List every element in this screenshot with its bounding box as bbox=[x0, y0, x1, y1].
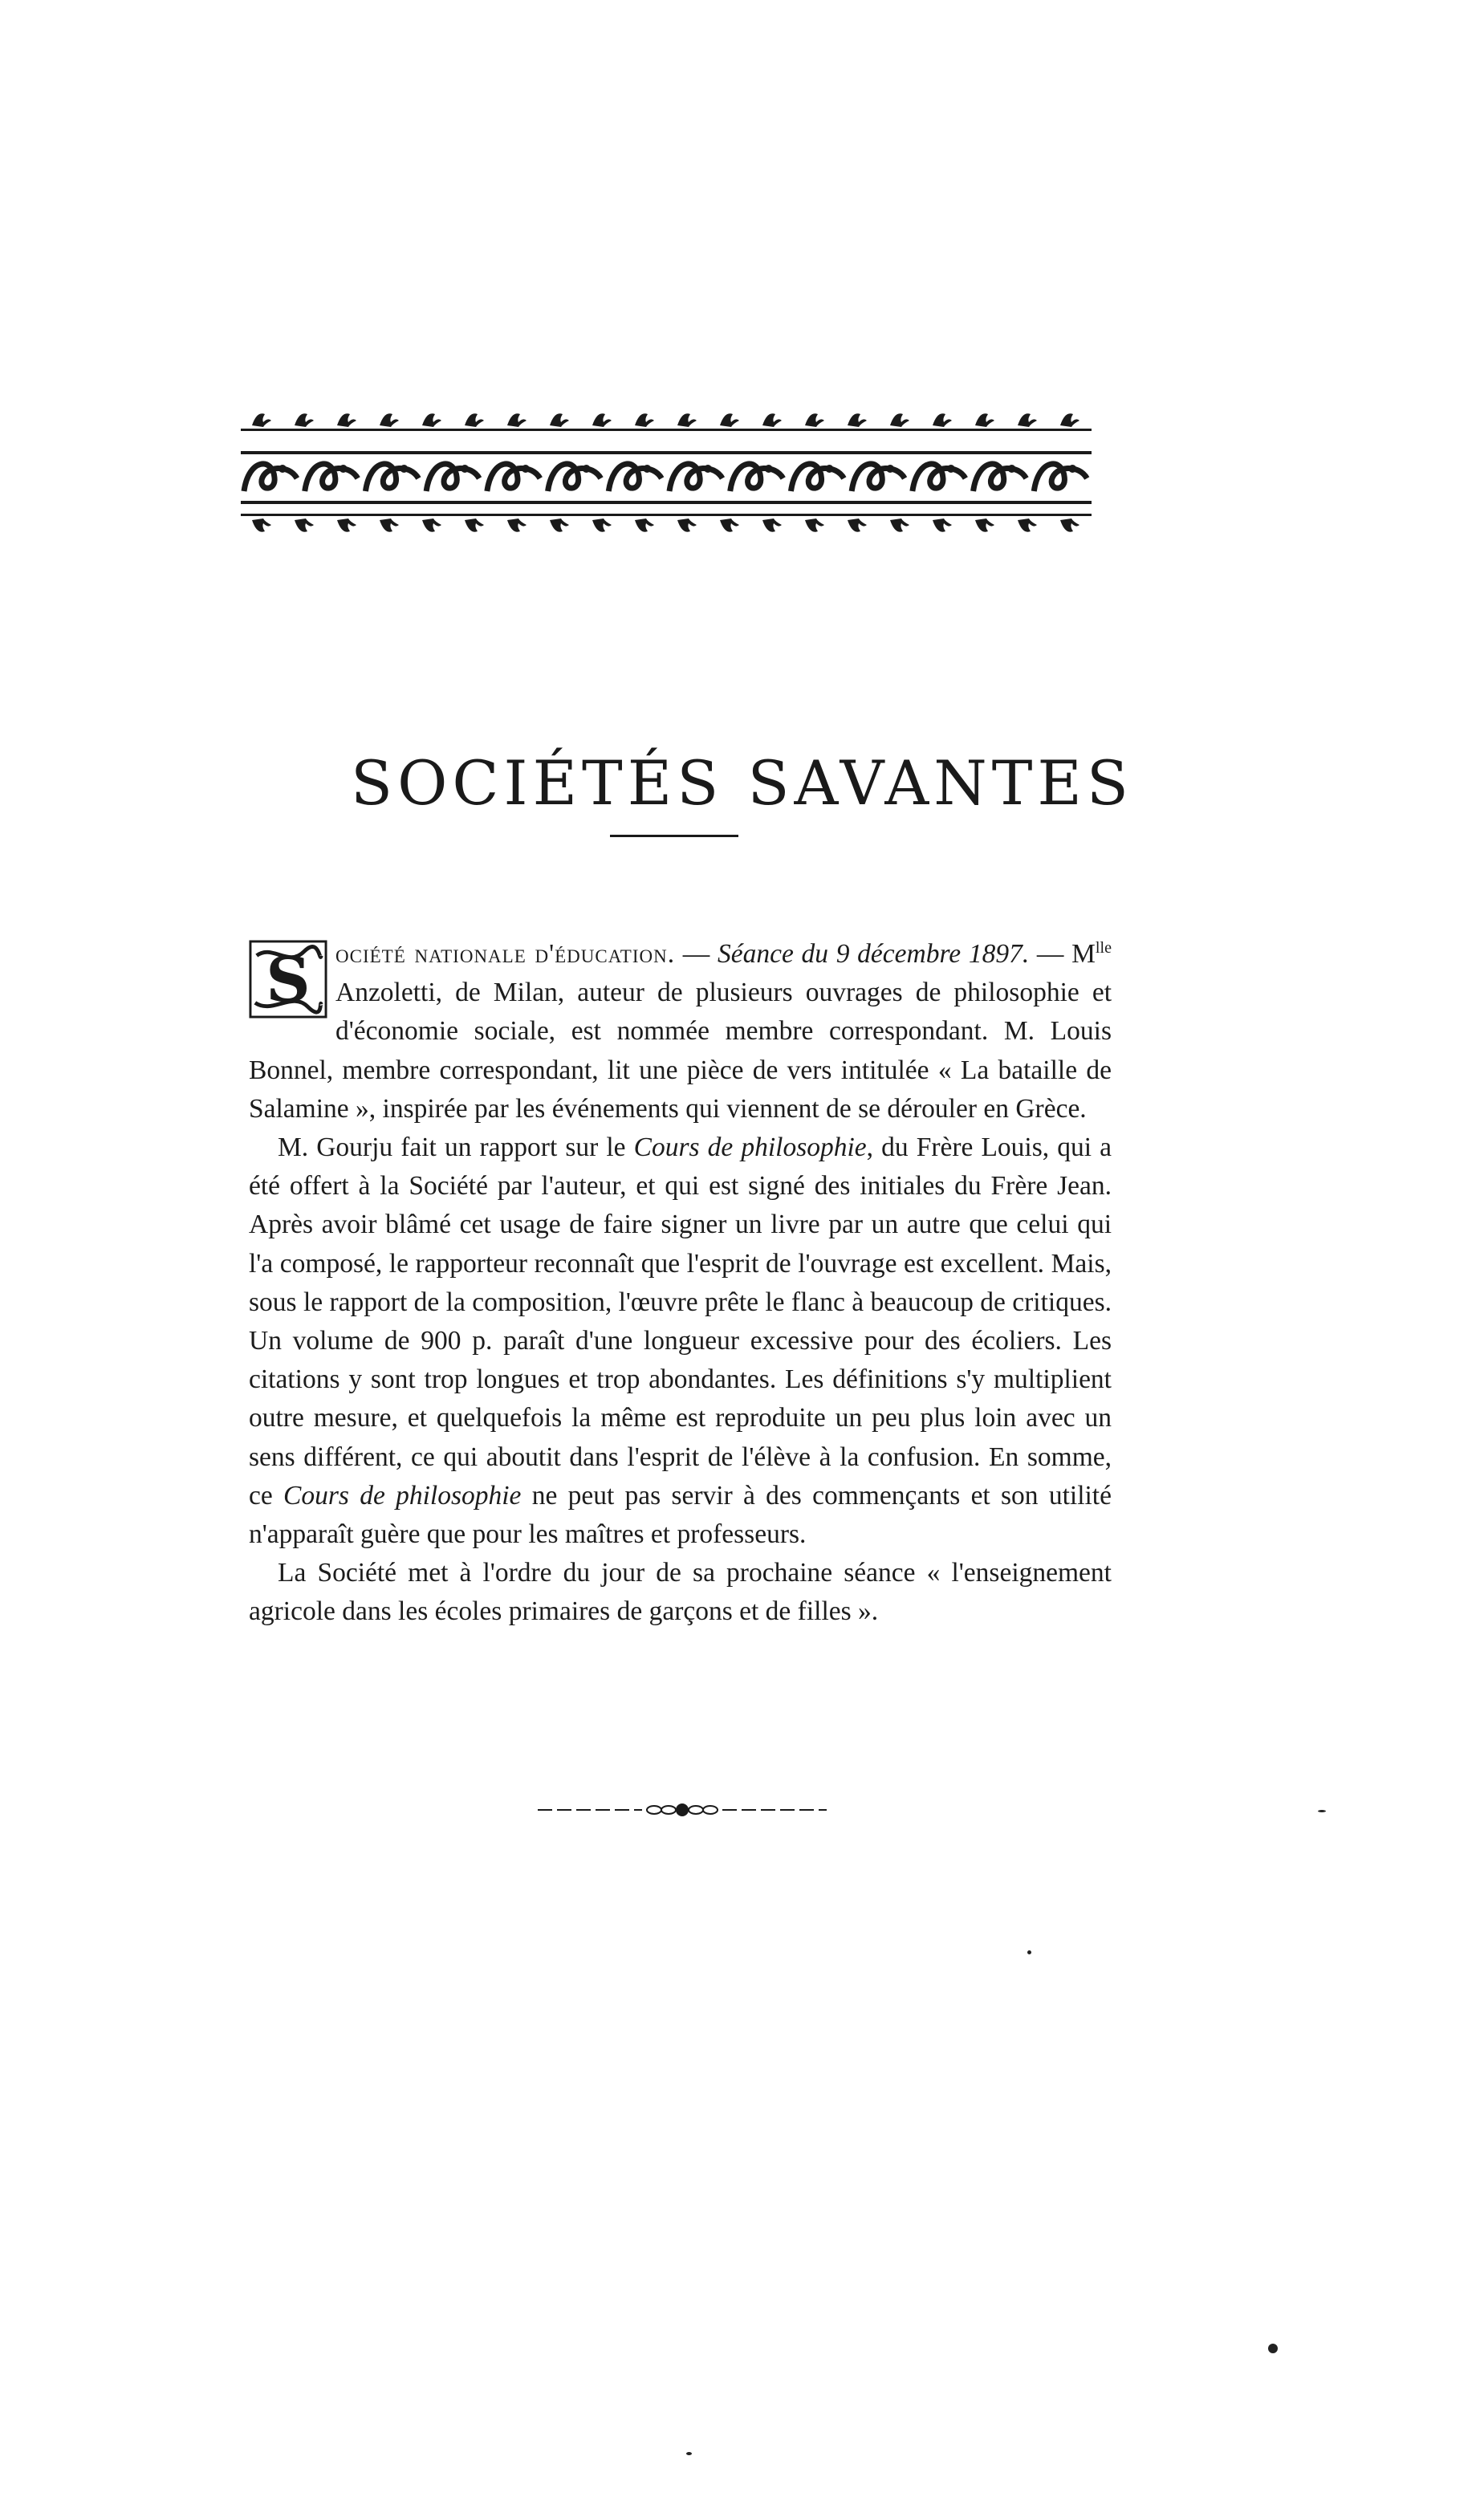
ornament-leaf bbox=[295, 518, 314, 532]
ornament-bead bbox=[886, 465, 894, 473]
ornament-leaf bbox=[1018, 518, 1037, 532]
ornament-leaf bbox=[1060, 413, 1079, 427]
ornament-scroll bbox=[913, 464, 966, 491]
ornament-bead bbox=[583, 465, 591, 473]
ornament-leaf bbox=[975, 518, 994, 532]
ornament-scroll bbox=[608, 464, 661, 491]
ornament-leaf bbox=[677, 518, 697, 532]
ornament-bead bbox=[1008, 465, 1016, 473]
ornament-leaf bbox=[933, 518, 952, 532]
paragraph-3: La Société met à l'ordre du jour de sa prochaine séance « l'enseignement agricole dans les écoles primaires de garçons et de filles ». bbox=[249, 1558, 1112, 1627]
ornament-bead bbox=[279, 465, 287, 473]
ornament-leaf bbox=[380, 518, 399, 532]
session-date: Séance du 9 décembre 1897. bbox=[717, 939, 1030, 969]
ornament-leaf bbox=[422, 518, 441, 532]
ornament-bead bbox=[643, 465, 651, 473]
ornament-leaf bbox=[848, 518, 867, 532]
paragraph-1: S ociété nationale d'éducation. — Séance du 9 décembre 1897. — $M^{lle}$ Anzoletti, de Milan, auteur de plusieurs ouvrages de philosophie et d'économie sociale, est nommée membre correspondant. M. Louis Bonnel, membre correspondant, lit une pièce de vers intitulée « La bataille de Salamine », inspirée par les événements qui viennent de se dérouler en Grèce. bbox=[249, 938, 1112, 1124]
ornament-leaf bbox=[720, 413, 739, 427]
ornament-scroll bbox=[974, 464, 1027, 491]
book-title: Cours de philosophie bbox=[633, 1132, 867, 1163]
paragraph-2: M. Gourju fait un rapport sur le Cours de philosophie, du Frère Louis, qui a été offert à la Société par l'auteur, et qui est signé des initiales du Frère Jean. Après avoir blâmé cet usage de faire signer un livre par un autre que celui qui l'a composé, le rapporteur reconnaît que l'esprit de l'ouvrage est excellent. Mais, sous le rapport de la composition, l'œuvre prête le flanc à beaucoup de critiques. Un volume de 900 p. paraît d'une longueur excessive pour des écoliers. Les citations y sont trop longues et trop abondantes. Les définitions s'y multiplient outre mesure, et quelquefois la même est reproduite un peu plus loin avec un sens différent, ce qui aboutit dans l'esprit de l'élève à la confusion. En somme, ce Cours de philosophie ne peut pas servir à des commençants et son utilité n'apparaît guère que pour les maîtres et professeurs. bbox=[249, 1132, 1112, 1550]
ornament-scroll bbox=[426, 464, 479, 491]
ornament-leaf bbox=[635, 413, 654, 427]
title-divider bbox=[610, 835, 738, 837]
ornament-leaf bbox=[975, 413, 994, 427]
ornament-bottom-row bbox=[241, 514, 1092, 532]
ornament-scroll bbox=[365, 464, 418, 491]
ornament-leaf bbox=[762, 518, 782, 532]
ornament-leaf bbox=[337, 413, 356, 427]
print-speck bbox=[1268, 2344, 1278, 2353]
ornament-scroll bbox=[548, 464, 601, 491]
ornament-leaf bbox=[890, 413, 909, 427]
ornament-leaf bbox=[252, 413, 271, 427]
ornament-bead bbox=[400, 465, 408, 473]
ornament-leaf bbox=[295, 413, 314, 427]
ornament-scroll bbox=[1034, 464, 1087, 491]
dropcap-ornament bbox=[249, 940, 327, 1019]
ornament-leaf bbox=[592, 518, 612, 532]
print-speck bbox=[1027, 1950, 1031, 1954]
page-title: SOCIÉTÉS SAVANTES bbox=[351, 746, 1133, 819]
ornament-leaf bbox=[720, 518, 739, 532]
ornament-leaf bbox=[677, 413, 697, 427]
article-body bbox=[249, 935, 1112, 1632]
ornament-leaf bbox=[635, 518, 654, 532]
book-title: Cours de philosophie bbox=[283, 1480, 522, 1511]
ornament-bead bbox=[461, 465, 469, 473]
society-name: ociété nationale d'éducation. bbox=[335, 939, 676, 969]
ornament-scroll bbox=[791, 464, 844, 491]
ornament-leaf bbox=[1018, 413, 1037, 427]
ornament-leaf bbox=[890, 518, 909, 532]
ornament-bead bbox=[704, 465, 712, 473]
ornament-bead bbox=[339, 465, 348, 473]
ornament-leaf bbox=[762, 413, 782, 427]
ornament-leaf bbox=[507, 413, 527, 427]
footer-ornament bbox=[538, 1798, 827, 1822]
ornament-leaf bbox=[805, 518, 824, 532]
ornament-leaf bbox=[422, 413, 441, 427]
ornament-leaf bbox=[592, 413, 612, 427]
ornament-scroll bbox=[487, 464, 540, 491]
ornament-leaf bbox=[550, 518, 569, 532]
ornament-scroll bbox=[852, 464, 905, 491]
dropcap-letter: S bbox=[266, 944, 311, 1017]
ornament-scroll bbox=[244, 464, 297, 491]
ornament-leaf bbox=[380, 413, 399, 427]
ornament-bead bbox=[947, 465, 955, 473]
ornament-bead bbox=[765, 465, 773, 473]
ornament-leaf bbox=[465, 413, 484, 427]
ornament-scroll bbox=[669, 464, 722, 491]
ornament-bead bbox=[522, 465, 530, 473]
ornament-scroll-band bbox=[241, 451, 1092, 504]
print-speck bbox=[1318, 1810, 1326, 1812]
ornament-leaf bbox=[848, 413, 867, 427]
ornament-bead bbox=[825, 465, 833, 473]
print-speck bbox=[686, 2452, 692, 2455]
ornament-scroll bbox=[305, 464, 358, 491]
ornament-scroll bbox=[730, 464, 783, 491]
ornament-leaf bbox=[933, 413, 952, 427]
ornament-leaf bbox=[337, 518, 356, 532]
ornament-leaf bbox=[465, 518, 484, 532]
ornament-leaf bbox=[252, 518, 271, 532]
ornament-leaf bbox=[550, 413, 569, 427]
ornament-bead bbox=[1068, 465, 1076, 473]
ornament-top-row bbox=[241, 413, 1092, 431]
ornament-leaf bbox=[507, 518, 527, 532]
ornament-leaf bbox=[805, 413, 824, 427]
ornament-leaf bbox=[1060, 518, 1079, 532]
header-ornament bbox=[241, 401, 1092, 554]
